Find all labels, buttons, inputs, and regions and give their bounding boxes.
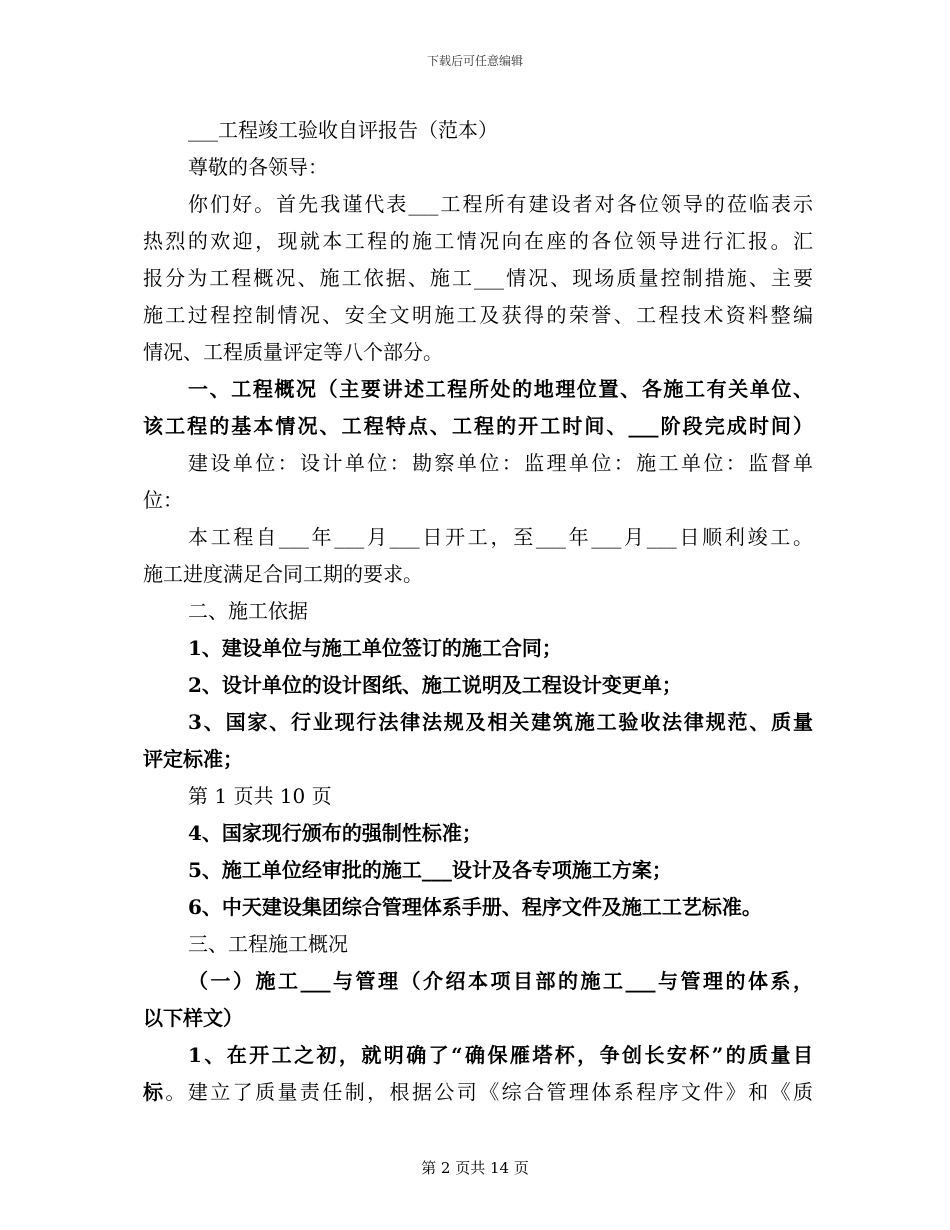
paragraph-line: 报分为工程概况、施工依据、施工___情况、现场质量控制措施、主要 — [143, 266, 813, 290]
section-heading: 一、工程概况（主要讲述工程所处的地理位置、各施工有关单位、 — [188, 377, 813, 401]
paragraph-line: 热烈的欢迎，现就本工程的施工情况向在座的各位领导进行汇报。汇 — [143, 229, 813, 253]
section-heading: 三、工程施工概况 — [188, 932, 348, 956]
paragraph-line: 1、在开工之初，就明确了“确保雁塔杯，争创长安杯”的质量目 — [188, 1043, 813, 1067]
subsection-heading: 以下样文） — [143, 1006, 243, 1030]
paragraph-line: 施工进度满足合同工期的要求。 — [143, 562, 423, 586]
list-item: 6、中天建设集团综合管理体系手册、程序文件及施工工艺标准。 — [188, 895, 762, 919]
paragraph-line: 本工程自___年___月___日开工，至___年___月___日顺利竣工。 — [188, 525, 813, 549]
paragraph-line — [143, 1074, 813, 1111]
inline-page-label: 第 1 页共 10 页 — [188, 784, 332, 808]
paragraph-line: 情况、工程质量评定等八个部分。 — [143, 340, 443, 364]
bold-prefix: 标 — [143, 1080, 166, 1104]
subsection-heading: （一）施工___与管理（介绍本项目部的施工___与管理的体系， — [188, 969, 813, 993]
list-item: 评定标准； — [143, 747, 243, 771]
paragraph-rest: 。建立了质量责任制，根据公司《综合管理体系程序文件》和《质 — [165, 1080, 814, 1104]
paragraph-line: 建设单位：设计单位：勘察单位：监理单位：施工单位：监督单 — [188, 451, 813, 475]
list-item: 1、建设单位与施工单位签订的施工合同； — [188, 636, 562, 660]
list-item: 2、设计单位的设计图纸、施工说明及工程设计变更单； — [188, 673, 682, 697]
page-footer: 第 2 页共 14 页 — [421, 1159, 529, 1177]
paragraph-line: 施工过程控制情况、安全文明施工及获得的荣誉、工程技术资料整编 — [143, 303, 813, 327]
section-heading: 二、施工依据 — [188, 599, 308, 623]
report-title: ___工程竣工验收自评报告（范本） — [188, 118, 498, 142]
salutation: 尊敬的各领导： — [188, 155, 328, 179]
list-item: 4、国家现行颁布的强制性标准； — [188, 821, 482, 845]
paragraph-line: 位： — [143, 488, 183, 512]
document-body — [143, 112, 813, 1111]
paragraph-line: 你们好。首先我谨代表___工程所有建设者对各位领导的莅临表示 — [188, 192, 813, 216]
list-item: 3、国家、行业现行法律法规及相关建筑施工验收法律规范、质量 — [188, 710, 813, 734]
section-heading: 该工程的基本情况、工程特点、工程的开工时间、___阶段完成时间） — [143, 414, 813, 438]
list-item: 5、施工单位经审批的施工___设计及各专项施工方案； — [188, 858, 672, 882]
page-header-note: 下载后可任意编辑 — [426, 54, 523, 68]
